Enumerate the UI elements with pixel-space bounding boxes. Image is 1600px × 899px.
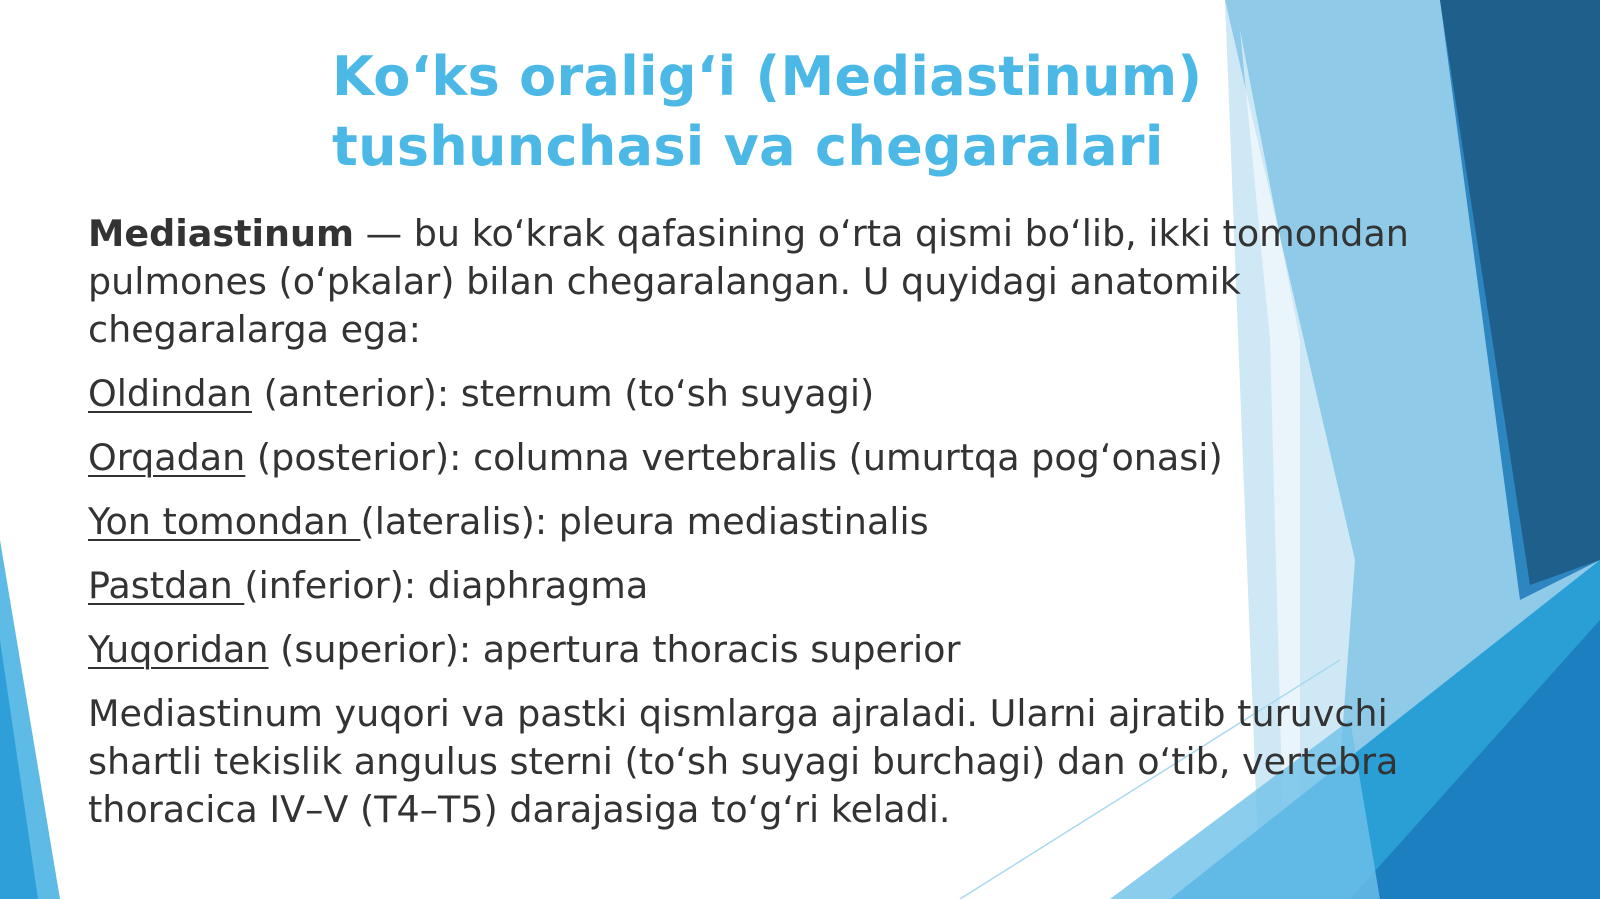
- boundary-term: Yon tomondan: [88, 500, 361, 543]
- slide-body: [88, 210, 1428, 850]
- boundary-text: (inferior): diaphragma: [244, 564, 649, 607]
- slide-title-line-1: Ko‘ks oralig‘i (Mediastinum): [332, 45, 1203, 108]
- boundary-posterior: [88, 434, 1428, 482]
- intro-term: Mediastinum: [88, 212, 355, 255]
- intro-text: — bu ko‘krak qafasining o‘rta qismi bo‘lib, ikki tomondan pulmones (o‘pkalar) bilan chegaralangan. U quyidagi anatomik chegaralarga ega:: [88, 212, 1409, 351]
- boundary-inferior: [88, 562, 1428, 610]
- boundary-text: (posterior): columna vertebralis (umurtqa pog‘onasi): [245, 436, 1223, 479]
- boundary-term: Orqadan: [88, 436, 246, 479]
- slide-title: [332, 42, 1332, 182]
- conclusion-paragraph: Mediastinum yuqori va pastki qismlarga ajraladi. Ularni ajratib turuvchi shartli tekislik angulus sterni (to‘sh suyagi burchagi) dan o‘tib, vertebra thoracica IV–V (T4–T5) darajasiga to‘g‘ri keladi.: [88, 692, 1399, 831]
- boundary-superior: [88, 626, 1428, 674]
- intro-paragraph: [88, 210, 1428, 354]
- boundary-text: (lateralis): pleura mediastinalis: [360, 500, 929, 543]
- slide-title-line-2: tushunchasi va chegaralari: [332, 115, 1164, 178]
- boundary-text: (anterior): sternum (to‘sh suyagi): [251, 372, 875, 415]
- boundary-term: Yuqoridan: [88, 628, 269, 671]
- boundary-text: (superior): apertura thoracis superior: [268, 628, 961, 671]
- boundary-anterior: [88, 370, 1428, 418]
- boundary-lateral: [88, 498, 1428, 546]
- boundary-term: Pastdan: [88, 564, 245, 607]
- boundary-term: Oldindan: [88, 372, 252, 415]
